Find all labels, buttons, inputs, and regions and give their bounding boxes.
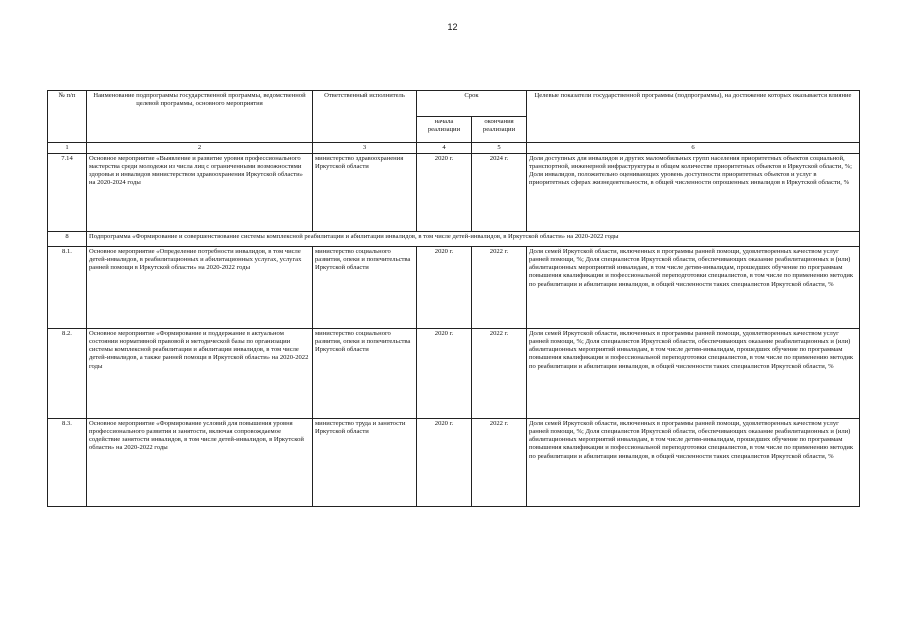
column-number: 3: [313, 143, 417, 154]
row-indicators: Доля семей Иркутской области, включенных в программы ранней помощи, удовлетворенных качеством услуг ранней помощи, %; Доля специалистов Иркутской области, обеспечивающих оказание реабилитационных и (или) абилитационных мероприятий инвалидам, в том числе детям-инвалидам, прошедших обучение по программам повышения квалификации и пофессиональной переподготовки специалистов, в том числе по применению методик по реабилитации и абилитации инвалидов, в общей численности таких специалистов Иркутской области, %: [527, 419, 860, 507]
row-num: 8.2.: [48, 329, 87, 419]
subprogram-num: 8: [48, 232, 87, 247]
header-indicators: Целевые показатели государственной программы (подпрограммы), на достижение которых оказывается влияние: [527, 91, 860, 143]
header-name: Наименование подпрограммы государственной программы, ведомственной целевой программы, основного мероприятия: [87, 91, 313, 143]
row-name: Основное мероприятие «Выявление и развитие уровня профессионального мастерства среди молодежи из числа лиц с ограниченными возможностями здоровья и инвалидов министерством здравоохранения Иркутской области» на 2020-2024 годы: [87, 154, 313, 232]
row-end: 2022 г.: [472, 329, 527, 419]
column-numbers-row: [48, 143, 860, 154]
column-number: 6: [527, 143, 860, 154]
table-row: [48, 247, 860, 329]
column-number: 5: [472, 143, 527, 154]
subprogram-row: [48, 232, 860, 247]
header-term: Срок: [417, 91, 527, 117]
column-number: 4: [417, 143, 472, 154]
table-row: [48, 419, 860, 507]
row-start: 2020 г.: [417, 329, 472, 419]
row-start: 2020 г.: [417, 247, 472, 329]
row-executor: министерство социального развития, опеки и попечительства Иркутской области: [313, 247, 417, 329]
row-executor: министерство здравоохранения Иркутской области: [313, 154, 417, 232]
column-number: 2: [87, 143, 313, 154]
row-executor: министерство труда и занятости Иркутской области: [313, 419, 417, 507]
row-start: 2020 г.: [417, 419, 472, 507]
row-indicators: Доля семей Иркутской области, включенных в программы ранней помощи, удовлетворенных качеством услуг ранней помощи, %; Доля специалистов Иркутской области, обеспечивающих оказание реабилитационных и (или) абилитационных мероприятий инвалидам, в том числе детям-инвалидам, прошедших обучение по программам повышения квалификации и пофессиональной переподготовки специалистов, в том числе по применению методик по реабилитации и абилитации инвалидов, в общей численности таких специалистов Иркутской области, %: [527, 247, 860, 329]
row-num: 8.3.: [48, 419, 87, 507]
page-number: 12: [447, 22, 458, 32]
row-executor: министерство социального развития, опеки и попечительства Иркутской области: [313, 329, 417, 419]
header-executor: Ответственный исполнитель: [313, 91, 417, 143]
header-row: [48, 91, 860, 117]
row-num: 8.1.: [48, 247, 87, 329]
row-name: Основное мероприятие «Определение потребности инвалидов, в том числе детей-инвалидов, в реабилитационных и абилитационных услугах, услугах ранней помощи в Иркутской области» на 2020-2022 годы: [87, 247, 313, 329]
header-num: № п/п: [48, 91, 87, 143]
row-name: Основное мероприятие «Формирование условий для повышения уровня профессионального развития и занятости, включая сопровождаемое содействие занятости инвалидов, в том числе детей-инвалидов, в Иркутской области» на 2020-2022 годы: [87, 419, 313, 507]
row-end: 2024 г.: [472, 154, 527, 232]
row-end: 2022 г.: [472, 247, 527, 329]
header-end: окончания реализации: [472, 117, 527, 143]
header-start: начала реализации: [417, 117, 472, 143]
table-row: [48, 154, 860, 232]
program-table: [47, 90, 860, 507]
column-number: 1: [48, 143, 87, 154]
table-row: [48, 329, 860, 419]
row-num: 7.14: [48, 154, 87, 232]
row-indicators: Доля доступных для инвалидов и других маломобильных групп населения приоритетных объектов социальной, транспортной, инженерной инфраструктуры в общем количестве приоритетных объектов в Иркутской области, %; Доля инвалидов, положительно оценивающих уровень доступности приоритетных объектов и услуг в приоритетных сферах жизнедеятельности, в общей численности опрошенных инвалидов в Иркутской области, %: [527, 154, 860, 232]
subprogram-title: Подпрограмма «Формирование и совершенствование системы комплексной реабилитации и абилитации инвалидов, в том числе детей-инвалидов, в Иркутской области» на 2020-2022 годы: [87, 232, 860, 247]
row-indicators: Доля семей Иркутской области, включенных в программы ранней помощи, удовлетворенных качеством услуг ранней помощи, %; Доля специалистов Иркутской области, обеспечивающих оказание реабилитационных и (или) абилитационных мероприятий инвалидам, в том числе детям-инвалидам, прошедших обучение по программам повышения квалификации и пофессиональной переподготовки специалистов, в том числе по применению методик по реабилитации и абилитации инвалидов, в общей численности таких специалистов Иркутской области, %: [527, 329, 860, 419]
row-name: Основное мероприятие «Формирование и поддержание в актуальном состоянии нормативной правовой и методической базы по организации системы комплексной реабилитации и абилитации инвалидов, в том числе детей-инвалидов, а также ранней помощи в Иркутской области» на 2020-2022 годы: [87, 329, 313, 419]
row-end: 2022 г.: [472, 419, 527, 507]
row-start: 2020 г.: [417, 154, 472, 232]
